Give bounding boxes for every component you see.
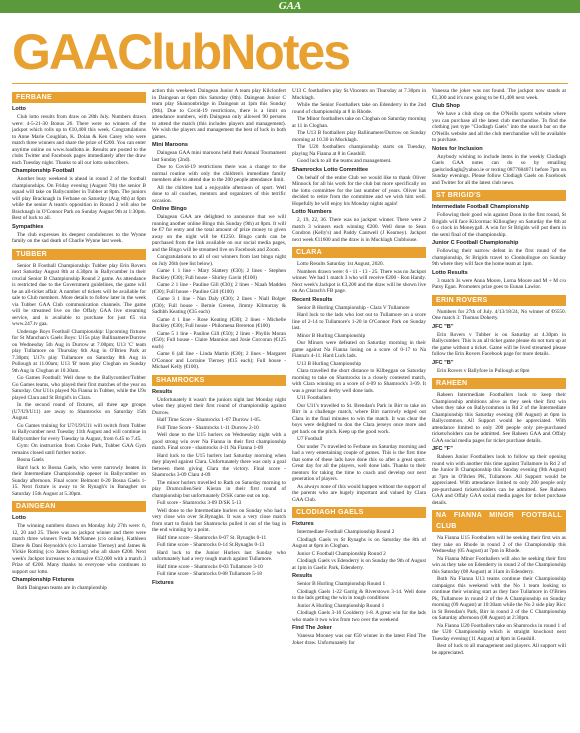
- section-banner: GAA: [0, 0, 580, 13]
- paragraph: Our U11's travelled to St. Brendan's Park in Birr to take on Birr in a challenge match, where Birr narrowly edged out Clara in the final minutes to win the match. It was clear the boys were delighted to don the Clara jerseys once more and get back on the pitch. Keep up the good work.: [292, 402, 426, 435]
- club-heading: NA FIANNA MINOR FOOTBALL CLUB: [432, 510, 566, 532]
- section-subheading: Lotto Results: [432, 269, 468, 276]
- paragraph: Bosna Gaels: [17, 457, 44, 463]
- section-subheading: JFC "F": [432, 446, 453, 452]
- paragraph: The winning numbers drawn on Monday July 27th were: 6, 12, 20 and 25. There was no jackpot winner and there were match three winners Freda McNamee (c/o online), Kathleen Ehere & Dani Reynolds's (c/o Lorraine Tierney) and James & Vickie Rotting (c/o James Rotting) who all share €200. Next week's Jackpot increases to a massive €12,000 with a match 3 Prize of €200. Many thanks to everyone who continues to support our lotto.: [12, 523, 146, 575]
- paragraph: Intermediate Football Championship Round 2: [297, 529, 395, 535]
- paragraph: Another busy weekend is ahead in round 2 of the football championships. On Friday evening (August 7th) the senior B squad will take on Ballycumber in Tubber at 8pm. The juniors will play Bracknagh in Ferbane on Saturday (Aug 8th) at 6pm while the senior A team's opposition in Round 2 will also be Bracknagh in O'Connor Park on Sunday August 9th at 1:30pm. Best of luck to all.: [12, 176, 146, 221]
- paragraph: Junior A Hurling Championship Round 1: [297, 602, 385, 609]
- masthead-title: [12, 22, 350, 80]
- column-2: [152, 88, 286, 728]
- section-subheading: Championship Football: [12, 168, 75, 174]
- paragraph: Both Daingean teams are in championship: [17, 585, 107, 591]
- column-4: [432, 88, 566, 728]
- paragraph: The minor hurlers travelled to Rath on Saturday morning to play Drumcullen/Seir Kieran in their first round of championship but unfortunately D/SK came out on top.: [152, 479, 286, 499]
- section-subheading: Club Shop: [432, 103, 460, 109]
- paragraph: Full Time Score - Shamrocks 1-11 Durrow 2-10: [157, 424, 259, 431]
- paragraph: Hard luck to the Junior Hurlers last Sunday who unfortunately had a very tough match against Tullamore.: [152, 549, 286, 562]
- section-subheading: JFC "B": [432, 323, 454, 330]
- paragraph: Clodiagh Gaels 1-22 Garrig & Riverstown 3-14. Well done to the lads getting the win in tough conditions: [292, 588, 426, 601]
- paragraph: Hard luck to the lads who lost out to Tullamore on a score line of 2-14 to Tullamore's 1-20 in O'Connor Park on Sunday last.: [292, 312, 426, 331]
- paragraph: Well done to the Intermediate hurlers on Sunday who had a very close win over St.Rynaghs. It was a very close match from start to finish but Shamrocks pulled it out of the bag in the end winning by a point.: [152, 507, 286, 533]
- paragraph: Anybody wishing to include items in the weekly Clodiagh Gaels GAA notes can do so by emailing gaelsclodiagh@yahoo.ie or texting 0877684071 before 7pm on Sunday evenings. Please follow Clodiagh Gaels on Facebook and Twitter for all the latest club news.: [432, 153, 566, 186]
- paragraph: Due to Covid-19 restrictions there was a change to the normal routine with only the children's immediate family members able to attend due to the 200 people attendance limit.: [152, 164, 286, 183]
- paragraph: Hard luck to the U15 hurlers last Saturday morning when they played against Clara. Unfortunately there was only a goal between them giving Clara the victory. Final score - Shamrocks 3-09 Clara 4-09: [152, 452, 286, 478]
- paragraph: Game 1 1 line - Mary Slattery (€30); 2 lines - Stephen Buckley (€30); Full house - Shirley Gavin (€100): [152, 268, 286, 281]
- paragraph: Club lotto results from draw on 28th July. Numbers drawn were: 4-5-21-30 Bonus 26. There were no winners of the jackpot which rolls up to €10,400 this week. Congratulations to Anne Marie Coughlan, K. Dolan & Ken Casey who were match three winners and share the prize of €200. You can enter anytime online on www.loadlotto.ie. Results are posted to the clubs Twitter and Facebook pages immediately after the draw each Tuesday night. Thanks to all our lotto subscribers.: [12, 114, 146, 166]
- paragraph: Best of luck to all management and players. All support will be appreciated.: [432, 643, 566, 656]
- section-subheading: Shamrocks Lotto Committee: [292, 166, 369, 173]
- club-heading: CLARA: [292, 247, 426, 258]
- paragraph: Clodiagh Gaels 3-16 Coolderry 1-8. A great win for the lads who made it two wins from two over the weekend: [292, 610, 426, 623]
- section-subheading: Mini Maroons: [152, 142, 189, 148]
- paragraph: Vanessa the joker was not found. The jackpot now stands at €1,300 and it's now going to be €1,400 next week.: [432, 88, 566, 101]
- paragraph: All the children had a enjoyable afternoon of sport. Well done to all coaches, mentors and organizers of this terrific occasion.: [152, 184, 286, 204]
- paragraph: U13 B Hurling Championship: [297, 360, 362, 367]
- masthead-gaa: GAA: [12, 24, 118, 80]
- column-3: [292, 88, 426, 728]
- paragraph: Game 5 1 line - Pauline Gill (€50); 2 lines - Phyllis Moran (€50); Full house - Claire Mannion and Josie Corcoran (€125 each): [152, 330, 286, 350]
- paragraph: Raheen Intermediate Footballers look to keep their Championship ambitions alive as they seek their first win when they take on Ballycommon in Rd 2 of the Intermediate Championship this Saturday evening (08 August) at 6pm in Ballycommon. All Support would be appreciated. With attendance limited to only 200 people only pre-purchased tickets/holders can be admitted. See Raheen GAA and Offaly GAA social media pages for ticket purchase details.: [432, 392, 566, 444]
- paragraph: Well done to the U15 hurlers on Wednesday night with a good strong win over Na Fianna in their first championship match. Final score - shamrocks 4-11 Na Fianna 1-09: [152, 432, 286, 451]
- paragraph: Numbers drawn were: 6 - 11 - 13 - 25. There was no Jackpot winner. We had 1 match 3 who will receive €200 - Ron Handy. Next week's Jackpot is €3,200 and the draw will be shown live on An Clarach's FB page.: [292, 268, 426, 294]
- masthead-notes: Notes: [220, 24, 350, 80]
- section-subheading: Junior C Football Championship: [432, 240, 519, 246]
- paragraph: As always none of this would happen without the support of the parents who are hugely important and valued by Clara GAA Club.: [292, 483, 426, 503]
- paragraph: Both Na Fianna U13 teams continue their Championship campaigns this weekend with the No 1 team looking to continue their winning start as they face Tullamore in O'Brien Pk, Tullamore in round 2 of the A Championship on Sunday morning (09 August) at 10:30am while the No 2 side play Ricc in St Brendan's Park, Birr in round 2 of the C Championship on Saturday afternoon (08 August) at 2:30pm.: [432, 576, 566, 621]
- paragraph: 3 match 3s were Anna Moore, Lorna Moore and M + M c/o Patsy Egan. Promoters prize goes to Eunan Lawlor.: [432, 277, 566, 290]
- section-subheading: Results: [292, 573, 313, 579]
- paragraph: Clodiagh Gaels vs Edenderry is on Sunday the 9th of August at 1pm in Gaelic Park, Edenderry.: [292, 558, 426, 571]
- section-subheading: Fixtures: [292, 521, 314, 527]
- paragraph: In the second round of fixtures, all three age groups (U7/U9/U11) are away to Shamrocks on Saturday 15th August.: [12, 402, 146, 421]
- paragraph: Half time score - Shamrocks 0-07 St. Rynaghs 0-11: [157, 534, 267, 541]
- club-heading: RAHEEN: [432, 378, 566, 389]
- paragraph: Game 4 1 line - Rose Keating (€30); 2 lines - Michelle Buckley (€30); Full house - Philomena Brereton (€100): [152, 316, 286, 329]
- paragraph: Minor B Hurling Championship: [297, 332, 366, 339]
- section-subheading: Lotto: [12, 515, 26, 521]
- paragraph: Numbers for 27th of July. 4/13/18/24, No winner of €6550. One match 3: Thomas Doherty.: [432, 308, 566, 321]
- paragraph: Clodiagh Gaels vs St Rynaghs is on Saturday the 8th of August at 6pm in Cloghan.: [292, 536, 426, 549]
- paragraph: Following their narrow defeat in the first round of the championship, St Brigids travel to Clonbullogue on Sunday 9th where they will face the home team at 1pm.: [432, 248, 566, 267]
- section-subheading: Fixtures: [152, 579, 174, 586]
- paragraph: Clara travelled the short distance to Kilbeggan on Saturday morning to take on Shamrocks in a closely contested match, with Clara winning on a score of 4-09 to Shamrock's 3-09. It was a great local derby well done lads.: [292, 368, 426, 394]
- club-heading: ST BRIGID'S: [432, 190, 566, 201]
- paragraph: Congratulations to all of our winners from last bingo night on July 26th (see list below).: [152, 254, 286, 267]
- paragraph: Unfortunately it wasn't the juniors night last Monday night when they played their first round of championship against Durrow.: [152, 396, 286, 416]
- paragraph: Following their good win against Doon in the first round, St Brigids will face Kilcormac Killoughey on Saturday the 8th at 6 o clock in Moneygall. A win for St Brigids will put them in the semi final of the championship.: [432, 212, 566, 238]
- paragraph: The U20 footballers championship starts on Tuesday, playing Na Fianna at 8 in Geashill.: [292, 144, 426, 157]
- paragraph: Senior B Football Championship: Tubber play Erin Rovers next Saturday August 8th at 4.30pm in Ballycumber in their crucial Senior B Championship Round 2 game. As attendance is restricted due to the Government guidelines, the game will be an all-ticket affair. A number of tickets will be available for sale to Club members. More details to follow later in the week via Tubber GAA Club communication channels. The game will be streamed live on the Offaly GAA live streaming service, and is available to purchase for just €5 via www.247.tv gaa.: [12, 262, 146, 327]
- paragraph: Senior B Hurling Championship Round 1: [297, 581, 386, 587]
- paragraph: Our Minors were defeated on Saturday morning in their game against Na Fianna losing on a score of 0-17 to Na Fianna's 4-11. Hard Luck lads.: [292, 340, 426, 359]
- club-heading: DAINGEAN: [12, 501, 146, 512]
- paragraph: Good luck to all the teams and management.: [297, 158, 392, 164]
- paragraph: Game 2 1 line - Pauline Gill (€30); 2 lines - Niaah Madden (€30); Full house - Pauline Gill (€100): [152, 282, 286, 295]
- paragraph: The Minor footballers take on Cloghan on Saturday morning at 11 in Cloghan.: [292, 116, 426, 129]
- section-subheading: Online Bingo: [152, 206, 187, 212]
- section-subheading: Championship Fixtures: [12, 577, 75, 583]
- paragraph: U7 Football: [297, 436, 323, 442]
- paragraph: Game 6 (all line - Linda Martin (€30); 2 lines - Margaret O'Connor and Lorraine Tierney (€15 each); Full house - Michael Kelly (€100).: [152, 351, 286, 370]
- column-1: [12, 88, 146, 728]
- paragraph: Gym: On instruction from Croke Park, Tubber GAA Gym remains closed until further notice.: [12, 443, 146, 456]
- paragraph: The U13 B footballers play Ballinamere/Durrow on Sunday morning at 10.30 in Mucklagh.: [292, 130, 426, 143]
- paragraph: Erin Rovers v Tubber is on Saturday at 4.30pm in Ballycumber. This is an all ticket game please do not turn up at the game without a ticket. Game will be lived streamed please follow the Erin Rovers Facebook page for more details.: [432, 331, 566, 357]
- paragraph: Na Fianna Minor Footballers will also be seeking their first win as they take on Edenderry in round 2 of the Championship this Saturday (08 August) at 11am in Edenderry.: [432, 555, 566, 575]
- paragraph: Game 3 1 line - Nan Daly (€30); 2 lines - Niall Bolger (€30); Full house - Bernie Greene, Jimmy Kilmurray & Sadhbh Keating (€35 each): [152, 296, 286, 315]
- paragraph: Our under 7's travelled to Ferbane on Saturday morning and had a very entertaining couple of games. This is the first time that some of these lads have done this so after a great sport. Great day for all the players, well done lads. Thanks to their mentors for taking the time to coach and develop our next generation of players.: [292, 443, 426, 482]
- paragraph: The club expresses its deepest condolences to the Wynne family on the sad death of Charlie Wynne last week.: [12, 231, 146, 244]
- paragraph: Full score - Shamrocks 3-09 D/SK 5-13: [157, 500, 242, 506]
- paragraph: While the Senior Footballers take on Edenderry in the 2nd round of championship at 8 in Rhode.: [292, 102, 426, 115]
- section-subheading: Recent Results: [292, 296, 333, 303]
- section-subheading: Lotto: [12, 106, 26, 112]
- paragraph: Junior C Football Championship Round 2: [297, 550, 386, 557]
- paragraph: Half Time Score - Shamrocks 1-07 Durrow 1-05.: [157, 417, 262, 423]
- paragraph: Na Fianna U20 Footballers take on Shamrocks in round 1 of the U20 Championship which is straight knockout next Tuesday evening (11 August) at 8pm in Geashill.: [432, 622, 566, 642]
- section-subheading: JFC "B": [432, 359, 454, 366]
- paragraph: Na Fianna U15 Footballers will be seeking their first win as they take on Rhode in round 2 of the Championship this Wednesday (05 August) at 7pm in Rhode.: [432, 535, 566, 554]
- paragraph: U11 Footballers: [297, 395, 332, 401]
- paragraph: action this weekend. Daingean Junior A team play Kilclonfert in Daingean at 6pm this Saturday (8th). Daingean Junior C team play Shannonbridge in Daingean at 1pm this Sunday (9th). Due to Covid-19 restrictions, there is a limit on attendance numbers, with Daingean only allowed 90 persons to attend the match (this includes players and management). We wish the players and management the best of luck in both games.: [152, 88, 286, 140]
- article-columns: [12, 88, 568, 728]
- paragraph: We have a club shop on the O'Neills sports website where you can purchase all the latest club merchandise. To find the clothing just type "Clodiagh Gaels" into the search bar on the O'Neills website and all the club merchandise will be available to purchase.: [432, 111, 566, 143]
- paragraph: Daingean GAA mini maroons held their Annual Tournament last Sunday (2nd).: [152, 150, 286, 163]
- paragraph: Lotto Results Saturday 1st August, 2020.: [297, 261, 384, 267]
- section-subheading: Intermediate Football Championship: [432, 204, 529, 210]
- section-subheading: Sympathies: [12, 223, 44, 230]
- paragraph: Vanessa Mooney was our €50 winner in the latest Find The Joker draw. Unfortunately for: [292, 633, 426, 646]
- paragraph: Half time score - Shamrocks 0-03 Tullamore 3-10: [157, 563, 263, 570]
- paragraph: Go Games training for U7/U9/U11 will switch from Tubber to Ballycumber next Tuesday 11th August and will continue in Ballycumber for every Tuesday in August, from 6.45 to 7.45.: [12, 422, 146, 442]
- paragraph: Underage Boys Football Championship: Upcoming fixtures for St Manchan's Gaels Boys: U15s play Ballinamere/Durrow on Wednesday 5th Aug in Durrow at 7.00pm; U13 'C' team play Tullamore on Thursday 6th Aug in O'Brien Park at 7.30pm; U17s play Tullamore on Saturday 8th Aug in Pullough at 11.00am; U13 'B' team play Cloghan on Sunday 9th Aug in Cloghan at 10.30am.: [12, 328, 146, 374]
- club-heading: TUBBER: [12, 249, 146, 260]
- paragraph: Raheen Junior Footballers look to follow up their opening round win with another this time against Tullamore in Rd 2 of the Junior B Championship this Sunday evening (9th August) at 7pm in O'Brien PK, Tullamore. All Support would be appreciated. With attendance limited to only 200 people only pre-purchased tickets/holders can be admitted. See Raheen GAA and Offaly GAA social media pages for ticket purchase details.: [432, 454, 566, 506]
- section-subheading: Find The Joker: [292, 625, 332, 631]
- paragraph: On behalf of the entire Club we would like to thank Oliver Minnock for all his work for the club but more specifically on the lotto committee for the last number of years. Oliver has decided to retire from the committee and we wish him well. Hopefully he will enjoy his Monday nights again!: [292, 174, 426, 207]
- club-heading: ERIN ROVERS: [432, 295, 566, 306]
- paragraph: Hard luck to Bosna Gaels, who were narrowly beaten in their Intermediate Championship opener in Ballycumber on Sunday afternoon. Final score: Belmont 0-20 Bosna Gaels 1-15. Next fixture is away to St Rynagh's in Banagher on Saturday 15th August at 5.30pm.: [12, 464, 146, 497]
- section-subheading: Lotto Numbers: [292, 209, 332, 215]
- paragraph: Senior B Hurling Championship - Clara V Tullamore: [297, 304, 410, 311]
- paragraph: Daingean GAA are delighted to announce that we will running another online Bingo this Sunday (9th) at 8pm. It will be €7 for entry and the total amount of prize money to given away on the night will be €1250. Bingo cards can be purchased from the link available on our social media pages, and the Bingo will be streamed live on Facebook and Zoom.: [152, 214, 286, 253]
- paragraph: Full time score - Shamrocks 0-14 St.Rynaghs 0-13: [157, 542, 265, 548]
- club-heading: SHAMROCKS: [152, 375, 286, 386]
- club-heading: FERBANE: [12, 92, 146, 103]
- section-subheading: Results: [152, 388, 173, 395]
- section-subheading: Notes for Inclusion: [432, 145, 483, 152]
- paragraph: Full time score - Shamrocks 0-08 Tullamore 5-18: [157, 571, 262, 577]
- paragraph: Go Games Football: Well done to the Ballycumber/Tubber Go Games teams, who played their first matches of the year on Saturday. Our U11s played Na Fianna in Tubber, while the U9s played Clara and St Brigid's in Clara.: [12, 375, 146, 401]
- masthead-divider: [12, 83, 568, 84]
- masthead-club: Club: [117, 24, 221, 80]
- paragraph: U13 C footballers play St.Vincents on Thursday at 7.30pm in Mucklagh.: [292, 88, 426, 101]
- club-heading: CLODIAGH GAELS: [292, 507, 426, 518]
- paragraph: Erin Rovers v Ballyfore in Pullough at 8pm: [437, 367, 530, 374]
- paragraph: 2, 19, 22, 36. There was no jackpot winner. There were 2 match 3 winners each winning €200. Well done to Sean Condron (Kelly's) and Paddy Cantwell (J Kearney). Jackpot next week €11600 and the draw is in Mucklagh Clubhouse.: [292, 217, 426, 243]
